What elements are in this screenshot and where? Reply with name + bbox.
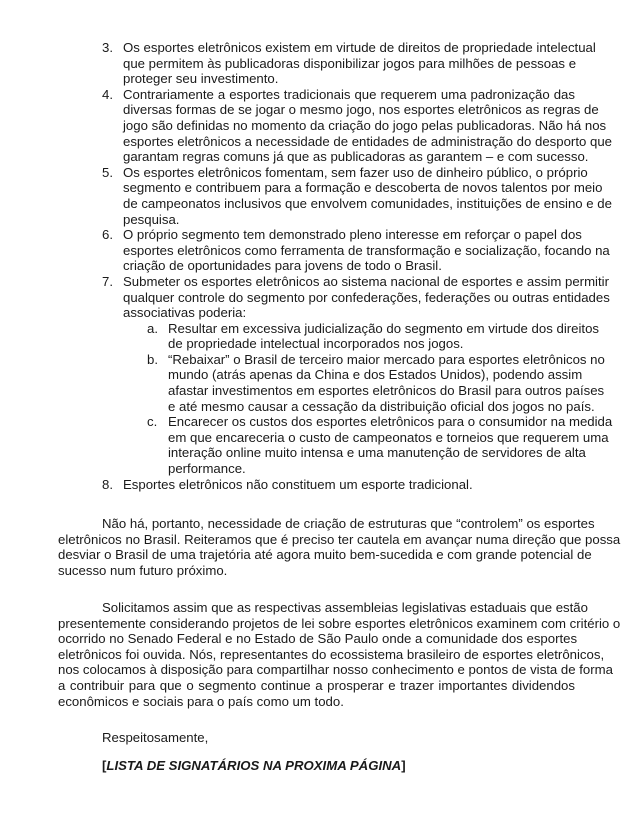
text-line: performance. — [168, 461, 246, 477]
text-line: associativas poderia: — [123, 305, 247, 321]
signatories-text: LISTA DE SIGNATÁRIOS NA PROXIMA PÁGINA — [106, 758, 402, 773]
text-line: segmento e contribuem para a formação e descoberta de novos talentos por meio — [123, 180, 603, 196]
text-line: interação online muito intensa e uma manutenção de servidores de alta — [168, 445, 586, 461]
text-line: Resultar em excessiva judicialização do segmento em virtude dos direitos — [168, 320, 599, 336]
text-line: esportes eletrônicos como ferramenta de transformação e socialização, focando na — [123, 242, 610, 258]
list-number: 3. — [102, 40, 113, 55]
text-line: Submeter os esportes eletrônicos ao sistema nacional de esportes e assim permitir — [123, 273, 609, 289]
text-line: que permitem às publicadoras disponibilizar jogos para milhões de pessoas e — [123, 55, 577, 71]
sub-item-c — [0, 414, 631, 476]
text-line: Encarecer os custos dos esportes eletrônicos para o consumidor na medida — [168, 414, 613, 430]
text-line: Não há, portanto, necessidade de criação de estruturas que “controlem” os esportes — [102, 516, 595, 531]
list-item-4 — [0, 87, 631, 165]
text-line: O próprio segmento tem demonstrado pleno interesse em reforçar o papel dos — [123, 227, 582, 243]
sub-item-letter: c. — [147, 414, 158, 430]
text-line: diversas formas de se jogar o mesmo jogo, nos esportes eletrônicos as regras de — [123, 102, 599, 118]
list-number: 8. — [102, 476, 113, 492]
text-line: econômicos e sociais para o país como um todo. — [58, 693, 344, 709]
text-line: Contrariamente a esportes tradicionais que requerem uma padronização das — [123, 86, 575, 102]
text-line: Esportes eletrônicos não constituem um esporte tradicional. — [123, 476, 473, 492]
list-number: 6. — [102, 227, 113, 243]
list-item-3 — [0, 40, 631, 87]
text-line: sucesso num futuro próximo. — [58, 562, 228, 578]
text-line: esportes eletrônicos a necessidade de entidades de administração do desporto que — [123, 133, 612, 149]
sub-item-b — [0, 352, 631, 414]
list-number: 7. — [102, 273, 113, 289]
close-bracket: ] — [401, 758, 406, 773]
sub-item-letter: a. — [147, 320, 158, 336]
text-line: de propriedade intelectual incorporados nos jogos. — [168, 336, 464, 352]
sub-item-a — [0, 321, 631, 352]
list-number: 4. — [102, 86, 113, 102]
closing-text: Respeitosamente, — [102, 730, 209, 745]
text-line: Os esportes eletrônicos existem em virtude de direitos de propriedade intelectual — [123, 40, 596, 55]
text-line: nos colocamos à disposição para compartilhar nosso conhecimento e pontos de vista de forma — [58, 662, 613, 678]
list-item-7 — [0, 274, 631, 477]
text-line: afastar investimentos em esportes eletrônicos do Brasil para outros países — [168, 383, 605, 399]
text-line: qualquer controle do segmento por confederações, federações ou outras entidades — [123, 289, 610, 305]
text-line: ocorrido no Senado Federal e no Estado de São Paulo onde a comunidade dos esportes — [58, 631, 578, 647]
closing-salutation — [102, 730, 208, 746]
text-line: jogo são definidas no momento da criação do jogo pelas publicadoras. Não há nos — [123, 117, 607, 133]
text-line: de campeonatos inclusivos que envolvem comunidades, instituições de ensino e de — [123, 195, 612, 211]
text-line: e até mesmo causar a cessação da distribuição oficial dos jogos no país. — [168, 398, 595, 414]
numbered-list — [0, 40, 631, 492]
text-line: eletrônicos no Brasil. Reiteramos que é preciso ter cautela em avançar numa direção que possa — [58, 531, 621, 547]
list-number: 5. — [102, 164, 113, 180]
text-line: em que encareceria o custo de campeonatos e torneios que requerem uma — [168, 429, 609, 445]
text-line: Solicitamos assim que as respectivas assembleias legislativas estaduais que estão — [102, 600, 588, 615]
list-item-5 — [0, 165, 631, 227]
list-item-8 — [0, 477, 631, 493]
text-line: “Rebaixar” o Brasil de terceiro maior mercado para esportes eletrônicos no — [168, 351, 605, 367]
sub-item-letter: b. — [147, 351, 158, 367]
paragraph-request — [58, 600, 621, 709]
text-line: garantam regras comuns já que as publicadoras as garantem – e com sucesso. — [123, 149, 589, 165]
text-line: eletrônicos foi ouvida. Nós, representantes do ecossistema brasileiro de esportes eletrônicos, — [58, 646, 605, 662]
text-line: presentemente considerando projetos de lei sobre esportes eletrônicos examinem com critério o — [58, 615, 621, 631]
signatories-note — [102, 758, 406, 774]
text-line: mundo (atrás apenas da China e dos Estados Unidos), podendo assim — [168, 367, 583, 383]
text-line: pesquisa. — [123, 211, 180, 227]
text-line: criação de oportunidades para jovens de todo o Brasil. — [123, 258, 442, 274]
paragraph-conclusion — [58, 516, 621, 578]
list-item-6 — [0, 227, 631, 274]
text-line: desviar o Brasil de uma trajetória até agora muito bem-sucedida e com grande potencial de — [58, 547, 592, 563]
text-line: proteger seu investimento. — [123, 71, 279, 87]
open-bracket: [ — [102, 758, 107, 773]
signatories-line — [102, 758, 406, 774]
text-line: a contribuir para que o segmento continue a prosperar e trazer importantes dividendos — [58, 677, 575, 693]
text-line: Os esportes eletrônicos fomentam, sem fazer uso de dinheiro público, o próprio — [123, 164, 588, 180]
